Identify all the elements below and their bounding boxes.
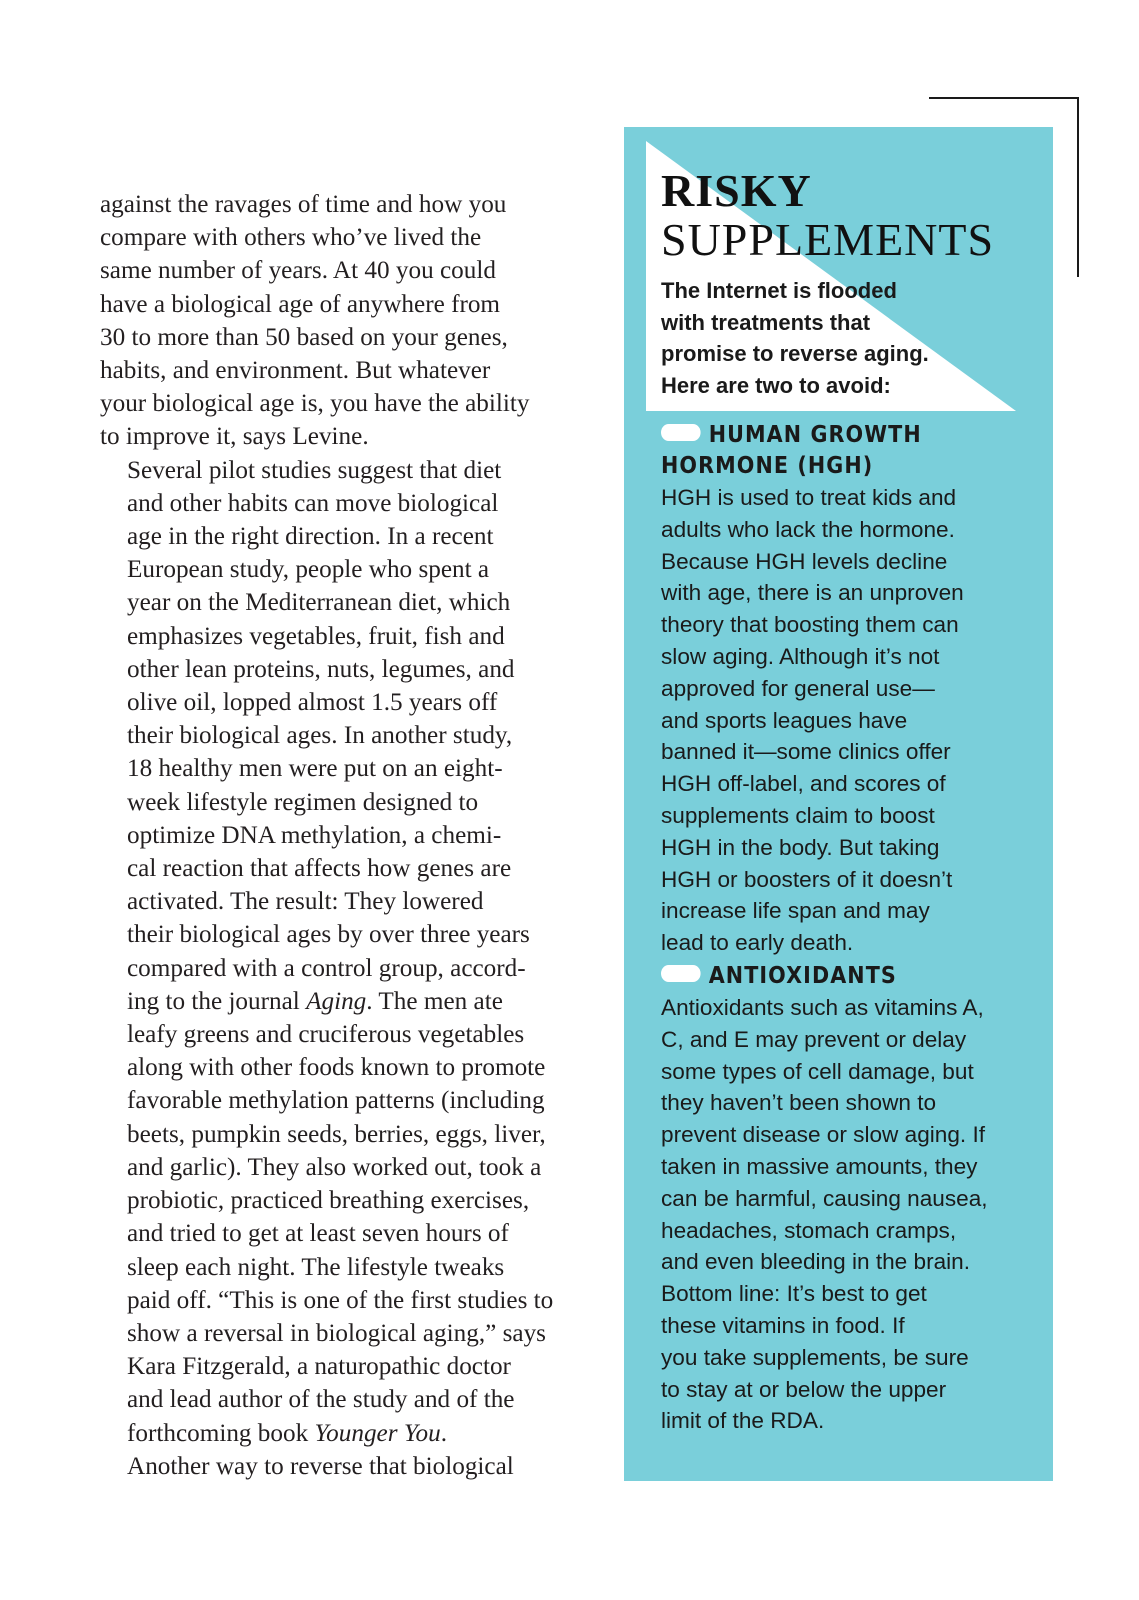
article-line: and lead author of the study and of the <box>127 1386 515 1414</box>
section-body <box>661 482 1041 959</box>
section-body-line: can be harmful, causing nausea, <box>661 1185 988 1211</box>
section-body-line: headaches, stomach cramps, <box>661 1217 957 1243</box>
section-body-line: and even bleeding in the brain. <box>661 1249 971 1275</box>
sidebar-box <box>624 127 1053 1481</box>
article-line: their biological ages. In another study, <box>127 722 513 750</box>
article-paragraph <box>100 454 590 1450</box>
article-line: same number of years. At 40 you could <box>100 257 496 285</box>
section-body-line: slow aging. Although it’s not <box>661 643 940 669</box>
article-line: beets, pumpkin seeds, berries, eggs, liver, <box>127 1120 546 1148</box>
section-body-line: limit of the RDA. <box>661 1408 825 1434</box>
article-line: activated. The result: They lowered <box>127 888 484 916</box>
section-heading-line <box>661 451 1003 482</box>
section-body-line: some types of cell damage, but <box>661 1058 974 1084</box>
section-body-line: you take supplements, be sure <box>661 1344 969 1370</box>
article-line: and other habits can move biological <box>127 489 499 517</box>
intro-line: with treatments that <box>661 309 871 335</box>
sidebar-title <box>661 167 994 265</box>
article-line: European study, people who spent a <box>127 556 490 584</box>
sidebar-title-line-2: SUPPLEMENTS <box>661 214 995 265</box>
section-heading-text: HUMAN GROWTH <box>708 422 922 448</box>
intro-line: promise to reverse aging. <box>661 341 929 366</box>
bullet-pill-icon <box>661 424 701 441</box>
article-line: Kara Fitzgerald, a naturopathic doctor <box>127 1353 511 1381</box>
section-body-line: Because HGH levels decline <box>661 548 948 574</box>
article-line: compared with a control group, accord- <box>127 954 526 982</box>
section-heading <box>661 420 1003 482</box>
section-heading-line <box>661 961 1003 992</box>
section-body <box>661 992 1041 1437</box>
article-line: show a reversal in biological aging,” says <box>127 1319 546 1347</box>
section-body-line: HGH in the body. But taking <box>661 834 940 860</box>
intro-line: Here are two to avoid: <box>661 372 891 398</box>
section-body-line: HGH is used to treat kids and <box>661 485 957 510</box>
sidebar-section-hgh <box>661 420 1041 959</box>
section-body-line: Bottom line: It’s best to get <box>661 1281 927 1307</box>
section-body-line: adults who lack the hormone. <box>661 516 955 542</box>
article-line: optimize DNA methylation, a chemi- <box>127 821 502 849</box>
corner-crop-mark-vertical <box>1077 97 1079 277</box>
sidebar-intro <box>661 275 1021 401</box>
bullet-pill-icon <box>661 965 701 982</box>
section-body-line: prevent disease or slow aging. If <box>661 1122 986 1148</box>
article-line: cal reaction that affects how genes are <box>127 855 512 883</box>
article-line: their biological ages by over three years <box>127 921 530 949</box>
section-body-line: HGH or boosters of it doesn’t <box>661 866 953 892</box>
section-body-line: banned it—some clinics offer <box>661 739 951 765</box>
section-heading-line <box>661 420 1003 451</box>
section-body-line: HGH off-label, and scores of <box>661 771 946 797</box>
section-body-line: theory that boosting them can <box>661 612 959 638</box>
article-line: and garlic). They also worked out, took a <box>127 1153 542 1181</box>
article-line: along with other foods known to promote <box>127 1054 546 1082</box>
section-body-line: taken in massive amounts, they <box>661 1153 978 1179</box>
article-line: ing to the journal Aging. The men ate <box>127 987 503 1015</box>
section-body-line: these vitamins in food. If <box>661 1312 905 1338</box>
article-line: have a biological age of anywhere from <box>100 290 501 318</box>
article-line: emphasizes vegetables, fruit, fish and <box>127 622 505 650</box>
section-body-line: they haven’t been shown to <box>661 1090 937 1116</box>
section-body-line: to stay at or below the upper <box>661 1376 947 1402</box>
sidebar-title-line-1: RISKY <box>661 165 812 216</box>
article-line: 30 to more than 50 based on your genes, <box>100 323 508 351</box>
section-body-line: supplements claim to boost <box>661 802 935 828</box>
article-line: your biological age is, you have the ability <box>100 390 530 418</box>
article-line: other lean proteins, nuts, legumes, and <box>127 655 515 683</box>
article-line: against the ravages of time and how you <box>100 191 507 218</box>
section-body-line: C, and E may prevent or delay <box>661 1026 967 1052</box>
article-line: olive oil, lopped almost 1.5 years off <box>127 689 498 717</box>
article-line: and tried to get at least seven hours of <box>127 1220 509 1248</box>
corner-crop-mark <box>929 97 1079 99</box>
article-line: 18 healthy men were put on an eight- <box>127 755 503 783</box>
article-paragraph <box>100 188 590 454</box>
italic-title: Younger You <box>314 1419 441 1447</box>
article-body-column <box>100 188 590 1483</box>
section-body-line: increase life span and may <box>661 898 930 924</box>
article-line: sleep each night. The lifestyle tweaks <box>127 1253 505 1281</box>
article-line: leafy greens and cruciferous vegetables <box>127 1021 525 1049</box>
section-heading-text: HORMONE (HGH) <box>661 453 874 479</box>
intro-line: The Internet is flooded <box>661 278 897 303</box>
article-line: habits, and environment. But whatever <box>100 357 491 385</box>
article-paragraph <box>100 1450 590 1483</box>
section-body-line: lead to early death. <box>661 930 854 956</box>
section-body-line: with age, there is an unproven <box>661 580 964 606</box>
article-line: forthcoming book Younger You. <box>127 1419 448 1447</box>
article-line: to improve it, says Levine. <box>100 423 369 451</box>
article-line: Another way to reverse that biological <box>127 1452 514 1480</box>
section-heading-text: ANTIOXIDANTS <box>708 963 897 989</box>
article-line: probiotic, practiced breathing exercises, <box>127 1187 530 1215</box>
section-body-line: and sports leagues have <box>661 707 908 733</box>
article-line: compare with others who’ve lived the <box>100 224 482 252</box>
section-body-line: approved for general use— <box>661 675 935 701</box>
sidebar-section-antioxidants <box>661 961 1041 1437</box>
article-line: favorable methylation patterns (including <box>127 1087 545 1115</box>
article-line: week lifestyle regimen designed to <box>127 788 479 816</box>
italic-title: Aging <box>306 987 367 1015</box>
article-line: age in the right direction. In a recent <box>127 523 494 551</box>
section-body-line: Antioxidants such as vitamins A, <box>661 995 984 1020</box>
article-line: paid off. “This is one of the first studies to <box>127 1286 554 1314</box>
article-line: year on the Mediterranean diet, which <box>127 589 511 617</box>
section-heading <box>661 961 1003 992</box>
article-line: Several pilot studies suggest that diet <box>127 456 502 484</box>
